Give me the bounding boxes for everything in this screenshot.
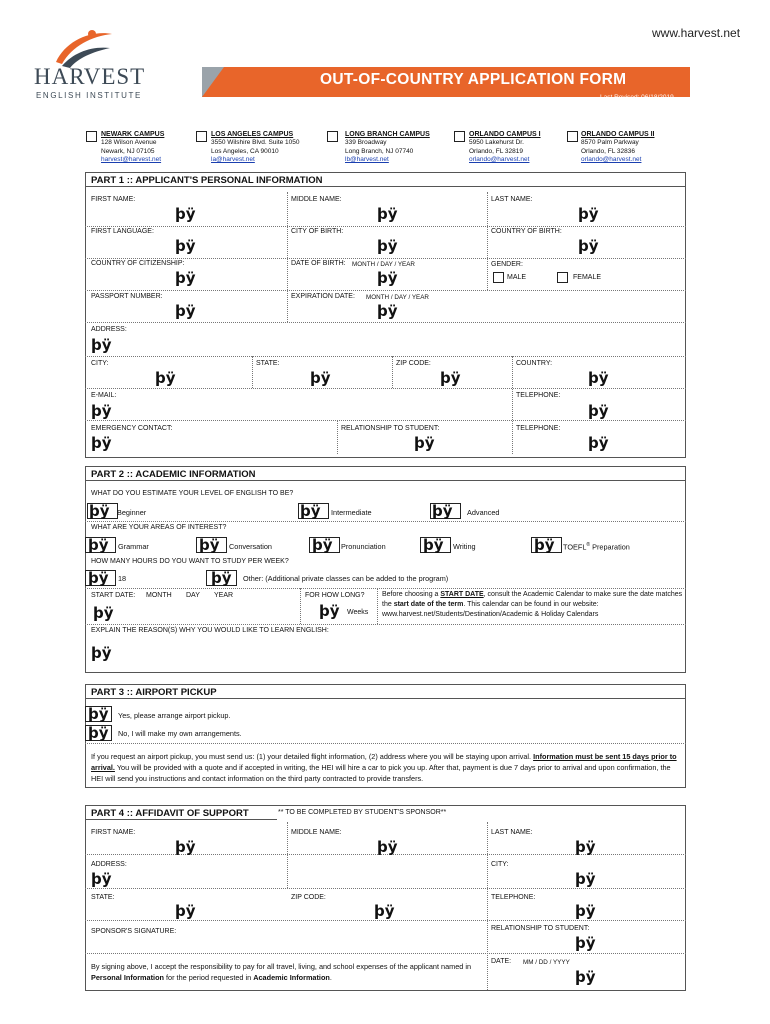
campus-email[interactable]: orlando@harvest.net: [581, 156, 642, 163]
part1-title: PART 1 :: APPLICANT'S PERSONAL INFORMATION: [85, 172, 686, 187]
sponsor-middle-name-label: MIDDLE NAME:: [291, 829, 342, 836]
interest-toefl-glyph: þÿ: [534, 536, 555, 554]
citizenship-field[interactable]: þÿ: [175, 269, 196, 287]
sponsor-date-label: DATE:: [491, 958, 512, 965]
logo-name: HARVEST: [34, 64, 146, 89]
sponsor-zip-label: ZIP CODE:: [291, 894, 326, 901]
affidavit-e: .: [329, 973, 332, 982]
sponsor-last-name-label: LAST NAME:: [491, 829, 533, 836]
weeks-field[interactable]: þÿ: [319, 602, 340, 620]
emergency-telephone-label: TELEPHONE:: [516, 425, 561, 432]
pickup-yes-label: Yes, please arrange airport pickup.: [118, 711, 231, 720]
pickup-no-label: No, I will make my own arrangements.: [118, 729, 242, 738]
sponsor-telephone-field[interactable]: þÿ: [575, 902, 596, 920]
gender-female-label: FEMALE: [573, 274, 602, 281]
last-revised: Last Revised: 06/18/2019: [600, 94, 674, 101]
email-field[interactable]: þÿ: [91, 402, 112, 420]
interest-writing-label: Writing: [453, 542, 476, 551]
interest-grammar-glyph: þÿ: [88, 536, 109, 554]
toefl-registered: ®: [586, 542, 591, 548]
campus-name: ORLANDO CAMPUS I: [469, 131, 541, 138]
campus-checkbox-orlando-2[interactable]: [567, 131, 578, 142]
interest-grammar-label: Grammar: [118, 542, 149, 551]
campus-email[interactable]: harvest@harvest.net: [101, 156, 162, 163]
part4-note: ** TO BE COMPLETED BY STUDENT'S SPONSOR**: [278, 809, 447, 816]
explain-field[interactable]: þÿ: [91, 644, 112, 662]
city-of-birth-field[interactable]: þÿ: [377, 237, 398, 255]
campus-city: Newark, NJ 07105: [101, 148, 155, 155]
interest-conversation-glyph: þÿ: [199, 536, 220, 554]
dob-label: DATE OF BIRTH:: [291, 260, 346, 267]
campus-name: LONG BRANCH CAMPUS: [345, 131, 430, 138]
hours-18-label: 18: [118, 574, 127, 583]
gender-male-checkbox[interactable]: [493, 272, 504, 283]
relationship-field[interactable]: þÿ: [414, 434, 435, 452]
hours-question: HOW MANY HOURS DO YOU WANT TO STUDY PER WEEK?: [91, 558, 289, 565]
address-field[interactable]: þÿ: [91, 336, 112, 354]
level-beginner-label: Beginner: [117, 508, 147, 517]
campus-city: Orlando, FL 32836: [581, 148, 635, 155]
country-of-birth-label: COUNTRY OF BIRTH:: [491, 228, 562, 235]
zip-label: ZIP CODE:: [396, 360, 431, 367]
expiration-format: MONTH / DAY / YEAR: [366, 294, 429, 301]
level-advanced-label: Advanced: [467, 508, 500, 517]
logo-subtitle: ENGLISH INSTITUTE: [36, 91, 142, 100]
interest-conversation-label: Conversation: [229, 542, 272, 551]
campus-city: Orlando, FL 32819: [469, 148, 523, 155]
gender-male-label: MALE: [507, 274, 527, 281]
campus-address: 5950 Lakehurst Dr.: [469, 139, 524, 146]
hours-other-glyph: þÿ: [211, 569, 232, 587]
weeks-label: Weeks: [347, 609, 369, 616]
note-c: , consult the Academic Calendar to make sure the date matches the: [382, 591, 683, 608]
start-date-field[interactable]: þÿ: [93, 604, 114, 622]
sponsor-first-name-field[interactable]: þÿ: [175, 838, 196, 856]
note-b: START DATE: [440, 591, 484, 598]
sponsor-zip-field[interactable]: þÿ: [374, 902, 395, 920]
note-e: . This calendar can be found in our website: www.harvest.net/Students/Destination/Academic & Holiday Calendars: [382, 601, 599, 618]
state-label: STATE:: [256, 360, 280, 367]
start-day-label: DAY: [186, 592, 200, 599]
start-date-label: START DATE:: [91, 592, 136, 599]
affidavit-d: Academic Information: [253, 973, 330, 982]
interest-pronunciation-label: Pronunciation: [341, 542, 386, 551]
start-month-label: MONTH: [146, 592, 172, 599]
address-label: ADDRESS:: [91, 326, 127, 333]
expiration-field[interactable]: þÿ: [377, 302, 398, 320]
harvest-logo-icon: [52, 26, 114, 68]
hours-other-label: Other: (Additional private classes can be added to the program): [243, 574, 449, 583]
campus-name: LOS ANGELES CAMPUS: [211, 131, 294, 138]
how-long-label: FOR HOW LONG?: [305, 592, 365, 599]
sponsor-last-name-field[interactable]: þÿ: [575, 838, 596, 856]
sponsor-middle-name-field[interactable]: þÿ: [377, 838, 398, 856]
campus-city: Los Angeles, CA 90010: [211, 148, 279, 155]
interest-question: WHAT ARE YOUR AREAS OF INTEREST?: [91, 524, 227, 531]
affidavit-c: for the period requested in: [163, 973, 254, 982]
website-url: www.harvest.net: [652, 26, 741, 40]
pickup-no-glyph: þÿ: [88, 724, 109, 742]
part2-title: PART 2 :: ACADEMIC INFORMATION: [85, 466, 686, 481]
citizenship-label: COUNTRY OF CITIZENSHIP:: [91, 260, 185, 267]
level-beginner-glyph: þÿ: [89, 502, 110, 520]
campus-address: 8570 Palm Parkway: [581, 139, 639, 146]
sponsor-address-label: ADDRESS:: [91, 861, 127, 868]
last-name-field[interactable]: þÿ: [578, 205, 599, 223]
pickup-para-c: You will be provided with a quote and if accepted in writing, the HEI will hire a car to pick you up. After that, payment is due 7 days prior to arrival and upon confirmation, the HEI will send you instructions and contact information on the third party contracted to provide transfers.: [91, 763, 671, 783]
first-name-label: FIRST NAME:: [91, 196, 136, 203]
sponsor-state-field[interactable]: þÿ: [175, 902, 196, 920]
sponsor-city-field[interactable]: þÿ: [575, 870, 596, 888]
middle-name-label: MIDDLE NAME:: [291, 196, 342, 203]
campus-address: 339 Broadway: [345, 139, 387, 146]
first-name-field[interactable]: þÿ: [175, 205, 196, 223]
page-title: OUT-OF-COUNTRY APPLICATION FORM: [320, 71, 627, 88]
city-of-birth-label: CITY OF BIRTH:: [291, 228, 344, 235]
sponsor-address-field[interactable]: þÿ: [91, 870, 112, 888]
campus-email[interactable]: la@harvest.net: [211, 156, 255, 163]
level-advanced-glyph: þÿ: [432, 502, 453, 520]
level-intermediate-label: Intermediate: [331, 508, 372, 517]
first-language-field[interactable]: þÿ: [175, 237, 196, 255]
pickup-para-a: If you request an airport pickup, you must send us: (1) your detailed flight information, (2) address where you will be staying upon arrival.: [91, 752, 534, 761]
passport-field[interactable]: þÿ: [175, 302, 196, 320]
sponsor-signature-label: SPONSOR'S SIGNATURE:: [91, 928, 177, 935]
city-field[interactable]: þÿ: [155, 369, 176, 387]
relationship-label: RELATIONSHIP TO STUDENT:: [341, 425, 440, 432]
campus-checkbox-la[interactable]: [196, 131, 207, 142]
emergency-contact-label: EMERGENCY CONTACT:: [91, 425, 173, 432]
country-field[interactable]: þÿ: [588, 369, 609, 387]
country-of-birth-field[interactable]: þÿ: [578, 237, 599, 255]
sponsor-relationship-label: RELATIONSHIP TO STUDENT:: [491, 925, 590, 932]
interest-writing-glyph: þÿ: [423, 536, 444, 554]
emergency-contact-field[interactable]: þÿ: [91, 434, 112, 452]
expiration-label: EXPIRATION DATE:: [291, 293, 355, 300]
campus-name: NEWARK CAMPUS: [101, 131, 165, 138]
campus-address: 128 Wilson Avenue: [101, 139, 157, 146]
email-label: E-MAIL:: [91, 392, 117, 399]
part3-title: PART 3 :: AIRPORT PICKUP: [85, 684, 686, 699]
hours-18-glyph: þÿ: [88, 569, 109, 587]
passport-label: PASSPORT NUMBER:: [91, 293, 163, 300]
country-label: COUNTRY:: [516, 360, 553, 367]
telephone-field[interactable]: þÿ: [588, 402, 609, 420]
note-d: start date of the term: [393, 601, 464, 608]
state-field[interactable]: þÿ: [310, 369, 331, 387]
gender-female-checkbox[interactable]: [557, 272, 568, 283]
campus-name: ORLANDO CAMPUS II: [581, 131, 655, 138]
dob-format: MONTH / DAY / YEAR: [352, 261, 415, 268]
telephone-label: TELEPHONE:: [516, 392, 561, 399]
emergency-telephone-field[interactable]: þÿ: [588, 434, 609, 452]
level-intermediate-glyph: þÿ: [300, 502, 321, 520]
last-name-label: LAST NAME:: [491, 196, 533, 203]
pickup-instructions: [91, 751, 683, 784]
campus-email[interactable]: orlando@harvest.net: [469, 156, 530, 163]
campus-address: 3550 Wilshire Blvd. Suite 1050: [211, 139, 300, 146]
zip-field[interactable]: þÿ: [440, 369, 461, 387]
affidavit-text: [91, 961, 483, 983]
affidavit-a: By signing above, I accept the responsibility to pay for all travel, living, and school expenses of the applicant named in: [91, 962, 472, 971]
campus-checkbox-orlando-1[interactable]: [454, 131, 465, 142]
start-year-label: YEAR: [214, 592, 234, 599]
first-language-label: FIRST LANGUAGE:: [91, 228, 154, 235]
start-date-note: [382, 590, 684, 620]
note-a: Before choosing a: [382, 591, 441, 598]
toefl-suffix: Preparation: [590, 542, 630, 552]
affidavit-b: Personal Information: [91, 973, 164, 982]
part2-section: [85, 466, 686, 673]
pickup-para-b: Information must be sent 15 days prior to arrival.: [91, 752, 677, 772]
pickup-yes-glyph: þÿ: [88, 705, 109, 723]
sponsor-state-label: STATE:: [91, 894, 115, 901]
part4-title: PART 4 :: AFFIDAVIT OF SUPPORT: [85, 805, 277, 820]
sponsor-city-label: CITY:: [491, 861, 509, 868]
city-label: CITY:: [91, 360, 109, 367]
sponsor-first-name-label: FIRST NAME:: [91, 829, 136, 836]
sponsor-date-format: MM / DD / YYYY: [523, 959, 570, 966]
campus-email[interactable]: lb@harvest.net: [345, 156, 389, 163]
interest-toefl-label: [563, 542, 630, 551]
campus-city: Long Branch, NJ 07740: [345, 148, 414, 155]
interest-pronunciation-glyph: þÿ: [312, 536, 333, 554]
middle-name-field[interactable]: þÿ: [377, 205, 398, 223]
dob-field[interactable]: þÿ: [377, 269, 398, 287]
sponsor-relationship-field[interactable]: þÿ: [575, 934, 596, 952]
campus-checkbox-long-branch[interactable]: [327, 131, 338, 142]
toefl-text: TOEFL: [563, 542, 587, 552]
sponsor-telephone-label: TELEPHONE:: [491, 894, 536, 901]
sponsor-date-field[interactable]: þÿ: [575, 968, 596, 986]
explain-label: EXPLAIN THE REASON(S) WHY YOU WOULD LIKE TO LEARN ENGLISH:: [91, 627, 329, 634]
level-question: WHAT DO YOU ESTIMATE YOUR LEVEL OF ENGLISH TO BE?: [91, 490, 294, 497]
gender-label: GENDER:: [491, 261, 523, 268]
campus-checkbox-newark[interactable]: [86, 131, 97, 142]
